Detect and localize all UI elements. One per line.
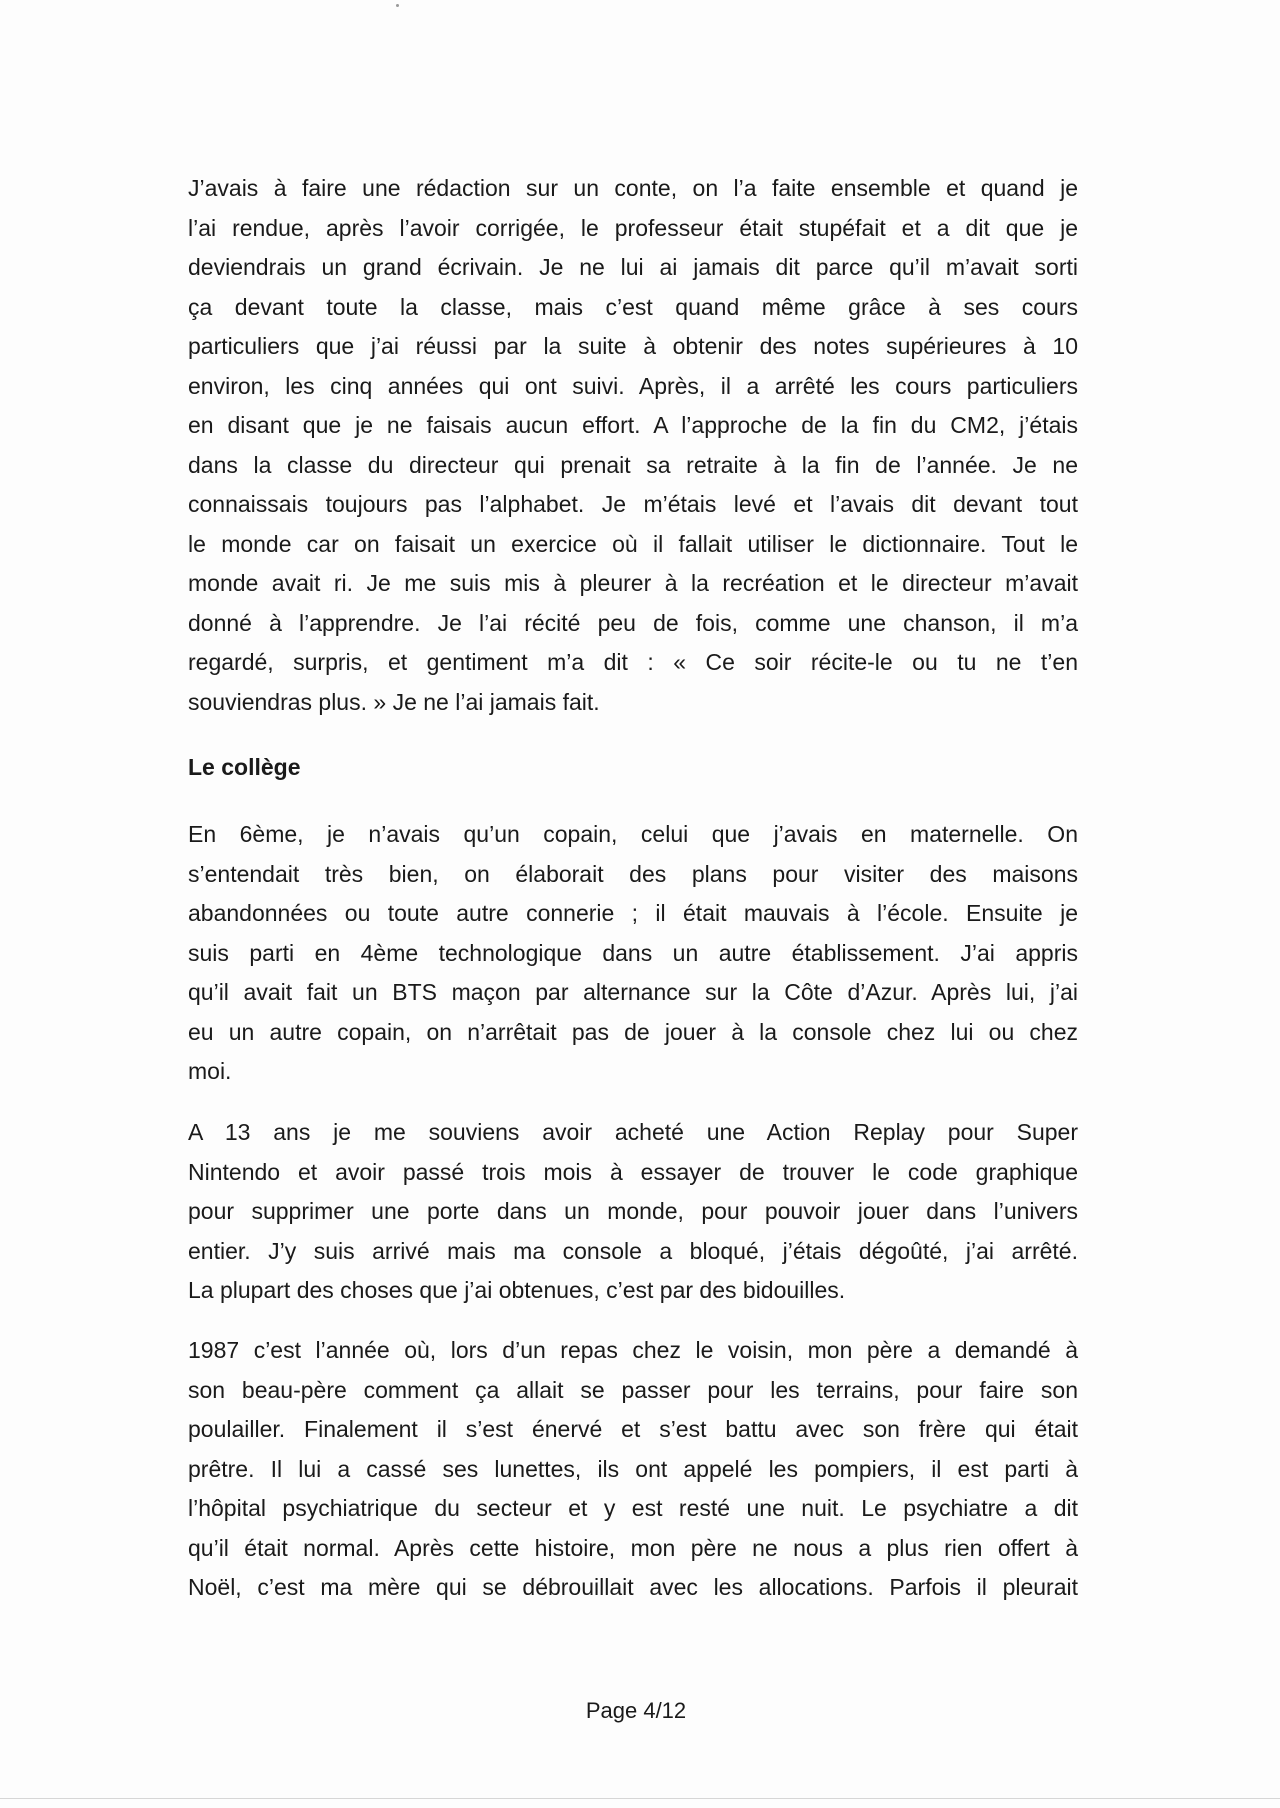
paragraph-line: prêtre. Il lui a cassé ses lunettes, ils ont appelé les pompiers, il est parti à [188,1455,1078,1482]
paragraph-line: moi. [188,1058,232,1084]
paragraph-line: connaissais toujours pas l’alphabet. Je m’étais levé et l’avais dit devant tout [188,491,1078,517]
paragraph-line: qu’il avait fait un BTS maçon par alternance sur la Côte d’Azur. Après lui, j’ai [188,979,1078,1005]
page-footer [0,1696,1280,1726]
paragraph-4 [188,1331,1078,1608]
paragraph-line: monde avait ri. Je me suis mis à pleurer à la recréation et le directeur m’avait [188,570,1078,596]
paragraph-line: s’entendait très bien, on élaborait des plans pour visiter des maisons [188,860,1078,887]
paragraph-line: regardé, surpris, et gentiment m’a dit : « Ce soir récite-le ou tu ne t’en [188,649,1078,675]
paragraph-line: En 6ème, je n’avais qu’un copain, celui que j’avais en maternelle. On [188,821,1078,847]
paragraph-line: abandonnées ou toute autre connerie ; il était mauvais à l’école. Ensuite je [188,900,1078,926]
paragraph-line: La plupart des choses que j’ai obtenues, c’est par des bidouilles. [188,1277,846,1303]
paragraph-line: en disant que je ne faisais aucun effort. A l’approche de la fin du CM2, j’étais [188,412,1078,438]
paragraph-line: Nintendo et avoir passé trois mois à essayer de trouver le code graphique [188,1158,1078,1185]
paragraph-line: souviendras plus. » Je ne l’ai jamais fait. [188,688,600,715]
paragraph-line: ça devant toute la classe, mais c’est quand même grâce à ses cours [188,293,1078,320]
paragraph-line: Noël, c’est ma mère qui se débrouillait avec les allocations. Parfois il pleurait [188,1574,1078,1600]
paragraph-line: environ, les cinq années qui ont suivi. Après, il a arrêté les cours particuliers [188,372,1078,399]
paragraph-line: qu’il était normal. Après cette histoire, mon père ne nous a plus rien offert à [188,1534,1078,1561]
paragraph-line: poulailler. Finalement il s’est énervé et s’est battu avec son frère qui était [188,1416,1078,1442]
paragraph-line: dans la classe du directeur qui prenait sa retraite à la fin de l’année. Je ne [188,451,1078,478]
paragraph-line: eu un autre copain, on n’arrêtait pas de jouer à la console chez lui ou chez [188,1018,1078,1045]
paragraph-line: entier. J’y suis arrivé mais ma console a bloqué, j’étais dégoûté, j’ai arrêté. [188,1237,1078,1264]
paragraph-line: J’avais à faire une rédaction sur un conte, on l’a faite ensemble et quand je [188,175,1078,201]
paragraph-line: son beau-père comment ça allait se passer pour les terrains, pour faire son [188,1376,1078,1403]
paragraph-line: A 13 ans je me souviens avoir acheté une Action Replay pour Super [188,1119,1078,1145]
paragraph-1 [188,169,1078,722]
paragraph-line: particuliers que j’ai réussi par la suite à obtenir des notes supérieures à 10 [188,333,1078,359]
page-number: Page 4/12 [585,1698,687,1723]
paragraph-line: suis parti en 4ème technologique dans un autre établissement. J’ai appris [188,939,1078,966]
paragraph-line: l’hôpital psychiatrique du secteur et y est resté une nuit. Le psychiatre a dit [188,1495,1078,1521]
paragraph-line: l’ai rendue, après l’avoir corrigée, le professeur était stupéfait et a dit que je [188,214,1078,241]
section-heading: Le collège [188,754,301,780]
paragraph-line: donné à l’apprendre. Je l’ai récité peu de fois, comme une chanson, il m’a [188,609,1078,636]
paragraph-line: deviendrais un grand écrivain. Je ne lui ai jamais dit parce qu’il m’avait sorti [188,254,1078,280]
paragraph-3 [188,1113,1078,1311]
paragraph-2 [188,815,1078,1092]
scan-edge [0,1798,1280,1799]
paragraph-line: le monde car on faisait un exercice où il fallait utiliser le dictionnaire. Tout le [188,530,1078,557]
paragraph-line: 1987 c’est l’année où, lors d’un repas chez le voisin, mon père a demandé à [188,1337,1078,1363]
paragraph-line: pour supprimer une porte dans un monde, pour pouvoir jouer dans l’univers [188,1198,1078,1224]
scan-artifact [396,4,399,7]
